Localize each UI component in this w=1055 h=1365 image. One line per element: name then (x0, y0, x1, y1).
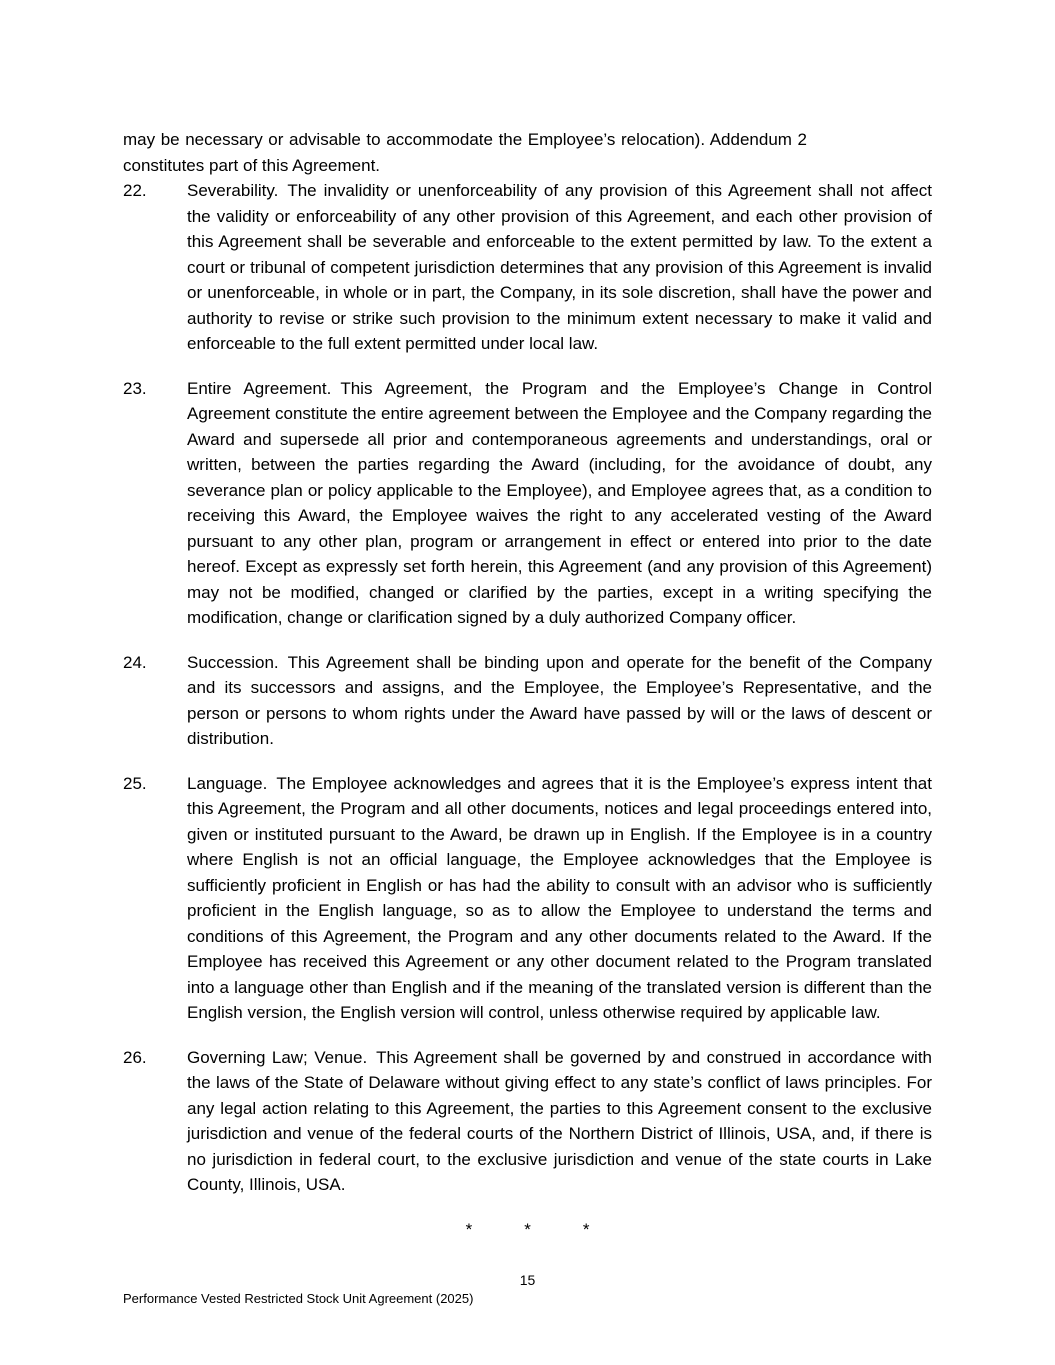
continuation-paragraph: may be necessary or advisable to accommodate the Employee’s relocation). Addendum 2 constitutes part of this Agreement. (123, 130, 807, 175)
section-number: 22. (123, 181, 147, 200)
asterisk: * (524, 1219, 531, 1239)
section-paragraph (187, 650, 932, 752)
section-body: The Employee acknowledges and agrees that it is the Employee’s express intent that this Agreement, the Program and all other documents, notices and legal proceedings entered into, given or instituted pursuant to the Award, be drawn up in English. If the Employee is in a country where English is not an official language, the Employee acknowledges that the Employee is sufficiently proficient in English or has had the ability to consult with an advisor who is sufficiently proficient in the English language, so as to allow the Employee to understand the terms and conditions of this Agreement, the Program and any other documents related to the Award. If the Employee has received this Agreement or any other document related to the Program translated into a language other than English and if the meaning of the translated version is different than the English version, the English version will control, unless otherwise required by applicable law. (187, 773, 932, 1022)
section-body: This Agreement, the Program and the Employee’s Change in Control Agreement constitute the entire agreement between the Employee and the Company regarding the Award and supersede all prior and contemporaneous agreements and understandings, oral or written, between the parties regarding the Award (including, for the avoidance of doubt, any severance plan or policy applicable to the Employee), and Employee agrees that, as a condition to receiving this Award, the Employee waives the right to any accelerated vesting of the Award pursuant to any other plan, program or arrangement in effect or entered into prior to the date hereof. Except as expressly set forth herein, this Agreement (and any provision of this Agreement) may not be modified, changed or clarified by the parties, except in a writing specifying the modification, change or clarification signed by a duly authorized Company officer. (187, 378, 933, 627)
section-number: 25. (123, 773, 147, 793)
section-title: Entire Agreement. (187, 378, 332, 398)
section-number: 24. (123, 652, 147, 672)
section-title: Language. (187, 773, 268, 793)
section-title: Severability. (187, 181, 279, 200)
section-row-26 (123, 1045, 932, 1198)
section-title: Succession. (187, 652, 279, 672)
section-paragraph (187, 1045, 932, 1198)
asterisk: * (465, 1219, 473, 1239)
section-number: 26. (123, 1047, 147, 1067)
page-number: 15 (519, 1272, 536, 1288)
footer-text: Performance Vested Restricted Stock Unit Agreement (2025) (123, 1291, 474, 1306)
section-row-23 (123, 376, 932, 631)
section-paragraph (187, 771, 932, 1026)
section-row-25 (123, 771, 932, 1026)
section-paragraph (187, 376, 932, 631)
section-body: This Agreement shall be binding upon and operate for the benefit of the Company and its successors and assigns, and the Employee, the Employee’s Representative, and the person or persons to whom rights under the Award have passed by will or the laws of descent or distribution. (187, 652, 932, 748)
section-number: 23. (123, 378, 147, 398)
document-content (123, 127, 932, 1242)
section-row-24 (123, 650, 932, 752)
section-body: The invalidity or unenforceability of any provision of this Agreement shall not affect the validity or enforceability of any other provision of this Agreement, and each other provision of this Agreement shall be severable and enforceable to the extent permitted by law. To the extent a court or tribunal of competent jurisdiction determines that any provision of this Agreement is invalid or unenforceable, in whole or in part, the Company, in its sole discretion, shall have the power and authority to revise or strike such provision to the minimum extent necessary to make it valid and enforceable to the full extent permitted under local law. (187, 181, 932, 353)
asterisk: * (582, 1219, 590, 1239)
section-title: Governing Law; Venue. (187, 1047, 368, 1067)
section-row-22 (123, 178, 932, 357)
section-paragraph (187, 178, 932, 357)
section-body: This Agreement shall be governed by and construed in accordance with the laws of the State of Delaware without giving effect to any state’s conflict of laws principles. For any legal action relating to this Agreement, the parties to this Agreement consent to the exclusive jurisdiction and venue of the federal courts of the Northern District of Illinois, USA, and, if there is no jurisdiction in federal court, to the exclusive jurisdiction and venue of the state courts in Lake County, Illinois, USA. (187, 1047, 933, 1194)
asterisk-separator (123, 1217, 932, 1243)
